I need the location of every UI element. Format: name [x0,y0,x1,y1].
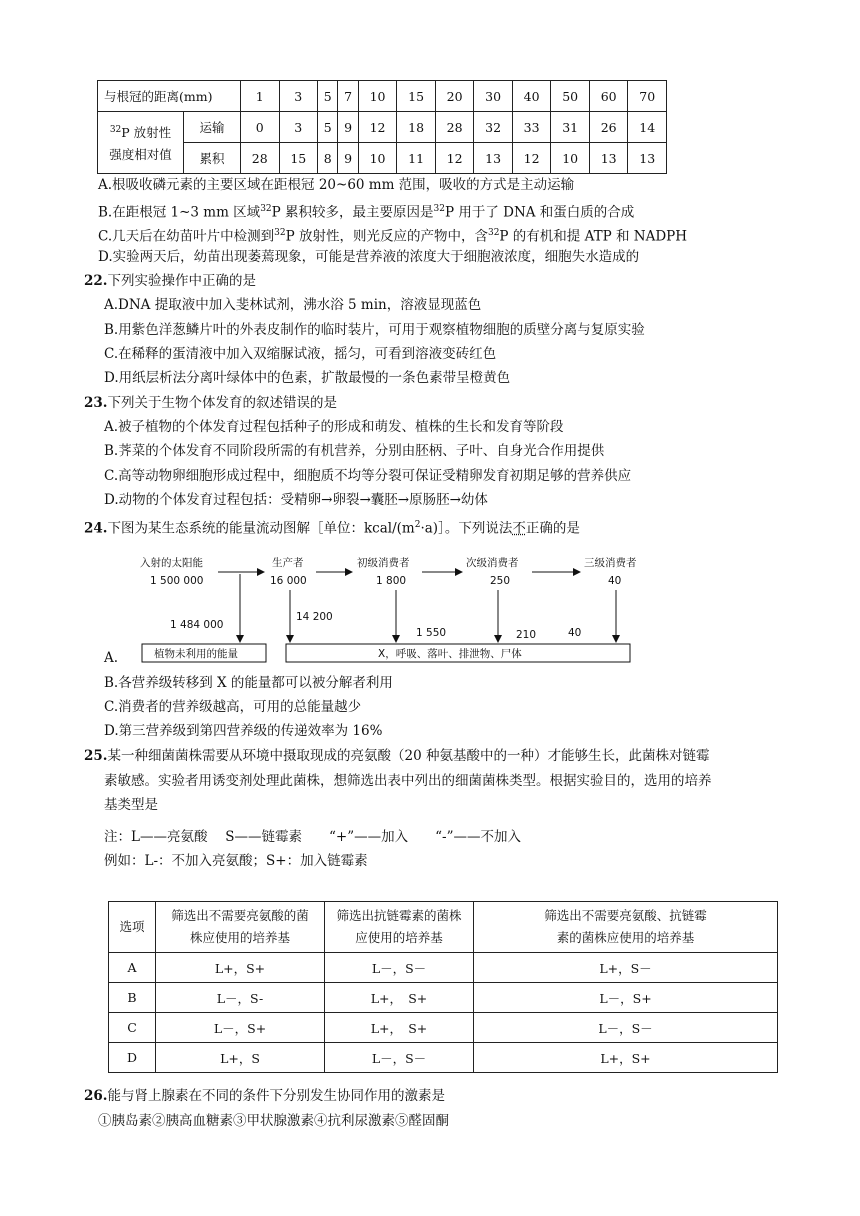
q26-options: ①胰岛素②胰高血糖素③甲状腺激素④抗利尿激素⑤醛固酮 [98,1113,449,1129]
q21-option-d: D.实验两天后，幼苗出现萎蔫现象，可能是营养液的浓度大于细胞液浓度，细胞失水造成的 [98,249,640,265]
q25-example: 例如：L-：不加入亮氨酸；S+：加入链霉素 [104,853,368,869]
q25-note: 注：L——亮氨酸 S——链霉素 “+”——加入 “-”——不加入 [104,829,521,845]
table-cell: 7 [338,81,358,112]
table-cell: 9 [338,112,358,143]
text: 下列实验操作中正确的是 [107,273,256,289]
text: 下图为某生态系统的能量流动图解［单位：kcal/(m [107,520,415,537]
q25-stem-line2: 素敏感。实验者用诱变剂处理此菌株，想筛选出表中列出的细菌菌株类型。根据实验目的，选用的培养 [104,773,712,789]
q23-option-b: B.荠菜的个体发育不同阶段所需的有机营养，分别由胚柄、子叶、自身光合作用提供 [104,443,605,459]
table-cell: 9 [338,143,358,174]
q24-option-a: A. [104,650,119,666]
sun-value: 1 500 000 [150,575,204,587]
q22-option-d: D.用纸层析法分离叶绿体中的色素，扩散最慢的一条色素带呈橙黄色 [104,370,511,386]
table-cell: 3 [279,81,318,112]
table-cell: L+，S－ [474,953,778,983]
question-number: 25. [84,748,108,764]
question-number: 22. [84,273,108,289]
header-cell: 选项 [109,902,156,953]
label-line: P 放射性 [121,125,172,141]
table-cell: 32 [474,112,513,143]
table-row [109,953,778,983]
table-cell: L－，S- [156,983,325,1013]
text: 筛选出不需要亮氨酸、抗链霉 [544,908,707,923]
text: C.几天后在幼苗叶片中检测到 [98,228,275,245]
q24-stem [84,515,580,539]
table-cell: L－，S+ [156,1013,325,1043]
table-cell: 13 [589,143,628,174]
table-row [98,143,667,174]
tertiary-value: 40 [608,575,622,587]
table-cell: 40 [512,81,551,112]
superscript: 32 [487,228,500,238]
distance-header: 与根冠的距离(mm) [98,81,241,112]
header-cell [474,902,778,953]
q22-option-a: A.DNA 提取液中加入斐林试剂，沸水浴 5 min，溶液显现蓝色 [104,297,482,313]
table-row [98,81,667,112]
table-cell: L+， S+ [325,1013,474,1043]
primary-value: 1 800 [376,575,407,587]
accum-label: 累积 [184,143,241,174]
secondary-value: 250 [490,575,511,587]
text: 筛选出不需要亮氨酸的菌 [171,908,309,923]
table-row [109,902,778,953]
table-cell: 20 [435,81,474,112]
table-cell: L－，S－ [325,953,474,983]
text: 应使用的培养基 [355,930,443,945]
q23-stem [84,393,337,413]
table-cell: 13 [628,143,667,174]
q23-option-d: D.动物的个体发育过程包括：受精卵→卵裂→囊胚→原肠胚→幼体 [104,492,488,508]
superscript: 32 [260,204,272,214]
emphasis-text: 不 [512,520,526,537]
table-cell: B [109,983,156,1013]
medium-table [108,901,778,1073]
table-row [98,112,667,143]
table-cell: 12 [358,112,397,143]
q25-stem-line3: 基类型是 [104,797,158,813]
superscript: 32 [433,204,445,214]
table-cell: 13 [474,143,513,174]
table-cell: L+，S [156,1043,325,1073]
table-row [109,1043,778,1073]
text: 筛选出抗链霉素的菌株 [336,908,462,923]
transport-label: 运输 [184,112,241,143]
tertiary-label: 三级消费者 [584,557,637,569]
table-cell: 31 [551,112,590,143]
table-cell: 8 [318,143,338,174]
q22-option-c: C.在稀释的蛋清液中加入双缩脲试液，摇匀，可看到溶液变砖红色 [104,346,497,362]
table-cell: 3 [279,112,318,143]
table-cell: 10 [358,81,397,112]
q23-option-a: A.被子植物的个体发育过程包括种子的形成和萌发、植株的生长和发育等阶段 [104,419,564,435]
table-cell: C [109,1013,156,1043]
table-cell: 12 [435,143,474,174]
q26-stem [84,1086,445,1106]
q22-stem [84,271,256,291]
loss-tertiary: 40 [568,627,582,639]
table-cell: 30 [474,81,513,112]
table-cell: A [109,953,156,983]
table-cell: 10 [358,143,397,174]
text: B.在距根冠 1~3 mm 区域 [98,204,261,221]
table-row [109,983,778,1013]
producer-label: 生产者 [272,557,304,569]
table-cell: L+，S+ [156,953,325,983]
unused-label: 植物未利用的能量 [154,648,238,660]
loss-primary: 1 550 [416,627,447,639]
table-cell: 50 [551,81,590,112]
header-cell [325,902,474,953]
text: P 用于了 DNA 和蛋白质的合成 [444,204,635,221]
table-cell: D [109,1043,156,1073]
text: P 的有机和提 ATP 和 NADPH [499,228,688,245]
table-cell: L+，S+ [474,1043,778,1073]
radioactivity-table [97,80,667,174]
table-cell: 18 [397,112,436,143]
table-cell: L－，S+ [474,983,778,1013]
q25-stem [84,746,709,766]
sun-label: 入射的太阳能 [140,557,203,569]
table-cell: 14 [628,112,667,143]
text: 能与肾上腺素在不同的条件下分别发生协同作用的激素是 [107,1088,445,1104]
question-number: 24. [84,520,108,537]
text: P 累积较多，最主要原因是 [271,204,434,221]
table-cell: L－，S－ [325,1043,474,1073]
table-cell: L+， S+ [325,983,474,1013]
header-cell [156,902,325,953]
table-cell: 15 [397,81,436,112]
table-cell: L－，S－ [474,1013,778,1043]
text: P 放射性，则光反应的产物中，含 [285,228,488,245]
table-cell: 33 [512,112,551,143]
secondary-label: 次级消费者 [466,557,519,569]
text: 素的菌株应使用的培养基 [556,930,695,945]
radioactivity-header [98,112,184,174]
table-cell: 70 [628,81,667,112]
table-cell: 15 [279,143,318,174]
table-cell: 60 [589,81,628,112]
table-row [109,1013,778,1043]
superscript: 2 [414,520,421,530]
table-cell: 5 [318,81,338,112]
x-label: X，呼吸、落叶、排泄物、尸体 [378,648,522,660]
q21-option-c [98,223,687,247]
table-cell: 11 [397,143,436,174]
loss-producer: 14 200 [296,611,333,623]
q24-option-c: C.消费者的营养级越高，可用的总能量越少 [104,699,362,715]
table-cell: 12 [512,143,551,174]
table-cell: 0 [241,112,280,143]
question-number: 23. [84,395,108,411]
table-cell: 1 [241,81,280,112]
loss-secondary: 210 [516,629,537,641]
text: 正确的是 [525,520,580,537]
table-cell: 28 [241,143,280,174]
q22-option-b: B.用紫色洋葱鳞片叶的外表皮制作的临时装片，可用于观察植物细胞的质壁分离与复原实验 [104,322,645,338]
table-cell: 28 [435,112,474,143]
energy-flow-diagram [100,548,640,668]
q23-option-c: C.高等动物卵细胞形成过程中，细胞质不均等分裂可保证受精卵发育初期足够的营养供应 [104,468,632,484]
q24-option-b: B.各营养级转移到 X 的能量都可以被分解者利用 [104,675,393,691]
q21-option-b [98,199,634,223]
unused-value: 1 484 000 [170,619,224,631]
table-cell: 26 [589,112,628,143]
text: ·a)］。下列说法 [420,520,513,537]
label-line: 强度相对值 [109,147,172,163]
producer-value: 16 000 [270,575,307,587]
text: 株应使用的培养基 [189,930,290,945]
superscript: 32 [109,124,122,135]
superscript: 32 [274,228,286,238]
q24-option-d: D.第三营养级到第四营养级的传递效率为 16% [104,723,383,739]
primary-label: 初级消费者 [357,557,410,569]
text: 某一种细菌菌株需要从环境中摄取现成的亮氨酸（20 种氨基酸中的一种）才能够生长，此菌株对链霉 [107,748,710,764]
q21-option-a: A.根吸收磷元素的主要区域在距根冠 20~60 mm 范围，吸收的方式是主动运输 [98,177,575,193]
table-cell: 5 [318,112,338,143]
table-cell: 10 [551,143,590,174]
text: 下列关于生物个体发育的叙述错误的是 [107,395,337,411]
question-number: 26. [84,1088,108,1104]
